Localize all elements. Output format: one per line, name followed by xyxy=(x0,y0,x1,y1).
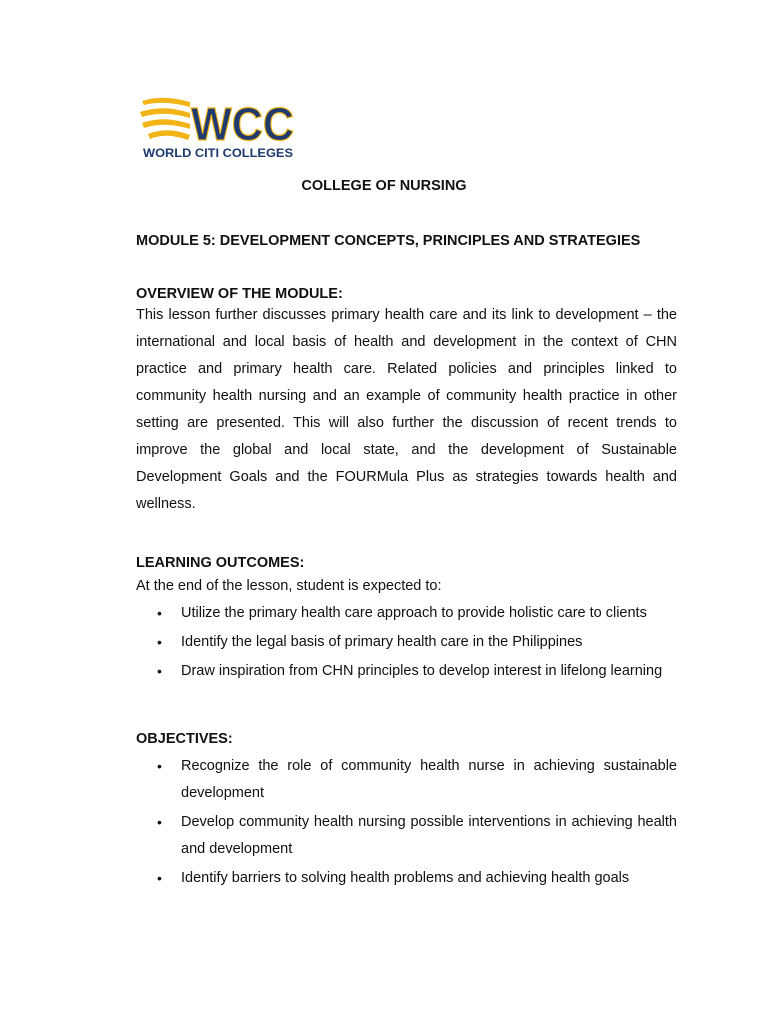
list-item-text: Identify barriers to solving health problems and achieving health goals xyxy=(181,870,630,886)
wcc-logo xyxy=(140,93,300,159)
learning-outcomes-heading: LEARNING OUTCOMES: xyxy=(136,555,305,571)
list-item xyxy=(136,658,677,685)
bullet-icon: • xyxy=(157,663,162,679)
bullet-icon: • xyxy=(157,605,162,621)
module-title: MODULE 5: DEVELOPMENT CONCEPTS, PRINCIPLES AND STRATEGIES xyxy=(136,233,641,249)
list-item xyxy=(136,865,677,892)
list-item xyxy=(136,629,677,656)
department-title: COLLEGE OF NURSING xyxy=(301,178,467,194)
list-item-text: Identify the legal basis of primary health care in the Philippines xyxy=(181,634,583,650)
objectives-section xyxy=(136,728,677,894)
list-item-text: Draw inspiration from CHN principles to develop interest in lifelong learning xyxy=(181,663,663,679)
logo-wordmark: WCC xyxy=(191,98,294,150)
list-item-text: Recognize the role of community health nurse in achieving sustainable development xyxy=(181,758,677,801)
list-item xyxy=(136,600,677,627)
bullet-icon: • xyxy=(157,758,162,774)
list-item xyxy=(136,809,677,863)
bullet-icon: • xyxy=(157,814,162,830)
learning-outcomes-list xyxy=(136,600,677,685)
bullet-icon: • xyxy=(157,634,162,650)
logo-college-name: WORLD CITI COLLEGES xyxy=(143,148,294,159)
learning-outcomes-lead: At the end of the lesson, student is expected to: xyxy=(136,578,442,594)
overview-section xyxy=(136,286,677,518)
bullet-icon: • xyxy=(157,870,162,886)
learning-outcomes-section xyxy=(136,553,677,687)
overview-text: This lesson further discusses primary health care and its link to development – the international and local basis of health and development in the context of CHN practice and primary health care. Related policies and principles linked to community health nursing and an example of community health practice in other setting are presented. This will also further the discussion of recent trends to improve the global and local state, and the development of Sustainable Development Goals and the FOURMula Plus as strategies towards health and wellness. xyxy=(136,307,677,512)
list-item-text: Develop community health nursing possible interventions in achieving health and development xyxy=(181,814,677,857)
list-item xyxy=(136,753,677,807)
objectives-list xyxy=(136,753,677,892)
list-item-text: Utilize the primary health care approach to provide holistic care to clients xyxy=(181,605,647,621)
overview-heading: OVERVIEW OF THE MODULE: xyxy=(136,286,343,302)
objectives-heading: OBJECTIVES: xyxy=(136,731,233,747)
